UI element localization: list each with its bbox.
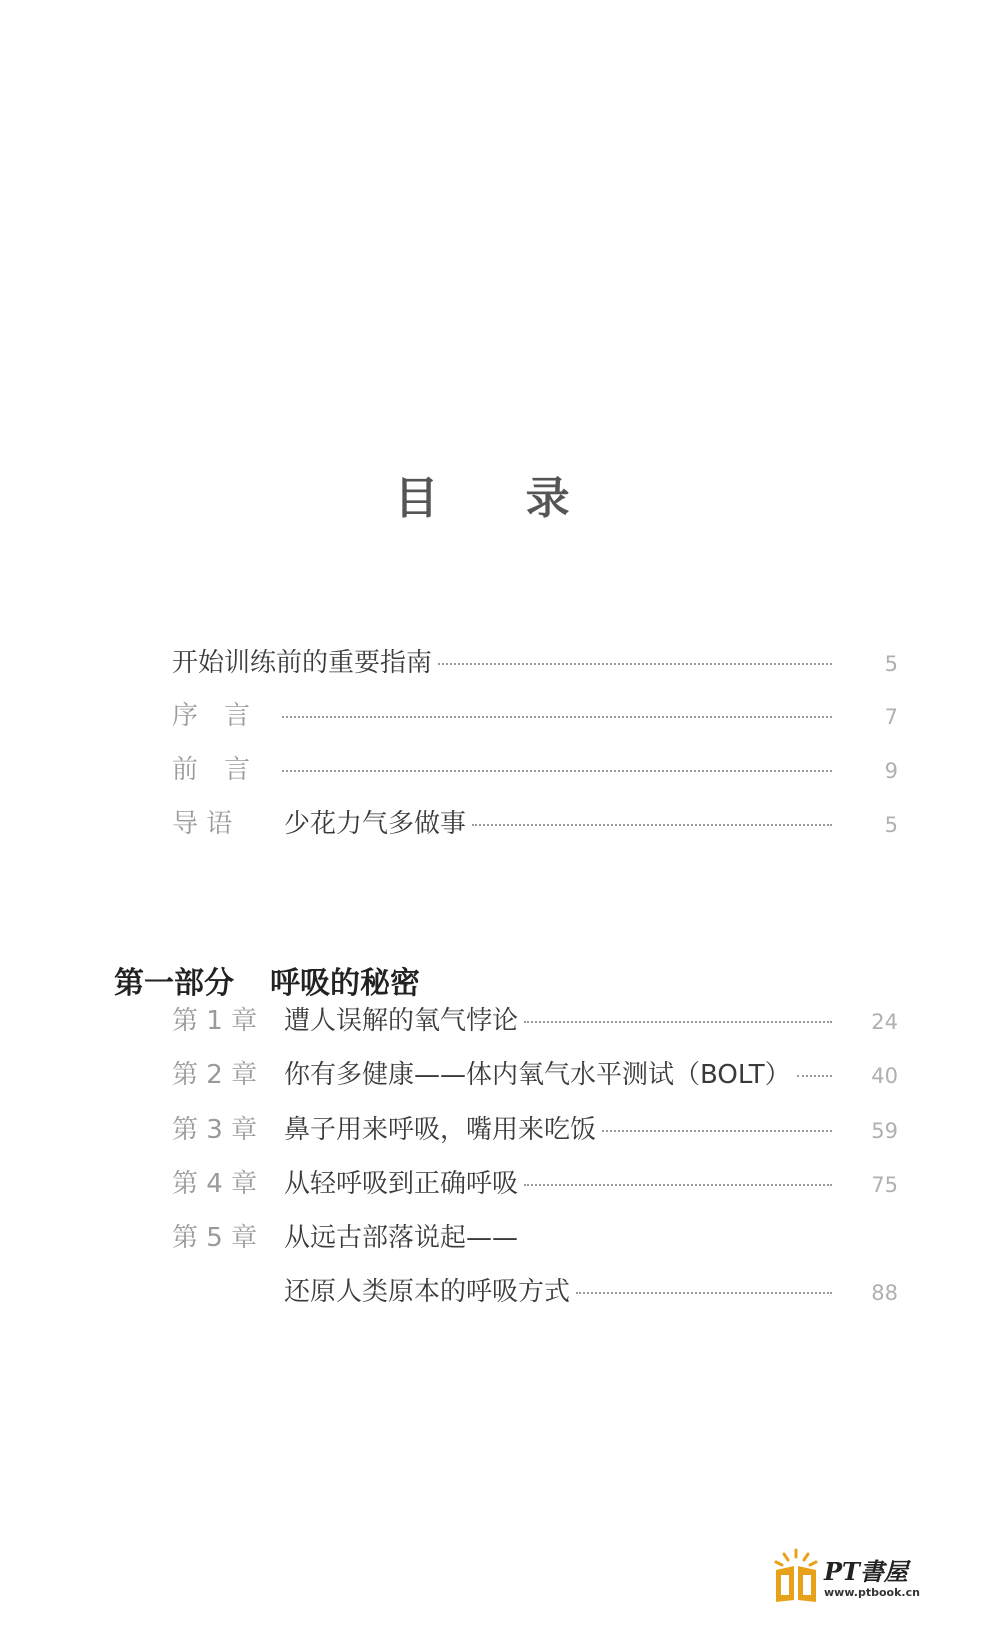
logo-url: www.ptbook.cn	[824, 1586, 920, 1599]
entry-prefix: 导 语	[172, 809, 233, 839]
logo-name: PT書屋	[824, 1557, 908, 1586]
chapter-title: 从远古部落说起——	[284, 1223, 519, 1253]
entry-label: 序言	[172, 701, 277, 731]
dot-leader	[524, 1184, 832, 1186]
chapter-title: 鼻子用来呼吸，嘴用来吃饭	[284, 1115, 597, 1145]
chapter-number: 第 4 章	[172, 1169, 258, 1199]
part-name: 呼吸的秘密	[270, 966, 420, 1001]
page-number: 40	[871, 1064, 898, 1088]
book-logo-icon	[772, 1548, 820, 1604]
toc-entry-foreword[interactable]	[172, 749, 898, 786]
toc-title: 目 录	[394, 473, 606, 524]
chapter-number: 第 2 章	[172, 1060, 258, 1090]
dot-leader	[576, 1292, 832, 1294]
page-number: 5	[884, 813, 898, 837]
entry-label: 前言	[172, 755, 277, 785]
chapter-number: 第 5 章	[172, 1223, 258, 1253]
entry-label: 少花力气多做事	[284, 809, 467, 839]
chapter-title-continued: 还原人类原本的呼吸方式	[284, 1277, 571, 1307]
ptbook-logo	[772, 1548, 942, 1608]
toc-entry-chapter-4[interactable]	[172, 1163, 898, 1200]
dot-leader	[282, 716, 832, 718]
part-number: 第一部分	[114, 966, 234, 1001]
dot-leader	[602, 1130, 832, 1132]
dot-leader	[524, 1021, 832, 1023]
toc-entry-guide[interactable]	[172, 642, 898, 679]
page-number: 59	[871, 1119, 898, 1143]
toc-entry-chapter-5-line-2[interactable]	[172, 1271, 898, 1308]
chapter-title: 遭人误解的氧气悖论	[284, 1006, 519, 1036]
page-number: 9	[884, 759, 898, 783]
chapter-number: 第 3 章	[172, 1115, 258, 1145]
page-number: 75	[871, 1173, 898, 1197]
toc-entry-chapter-5[interactable]	[172, 1217, 898, 1254]
chapter-title: 你有多健康——体内氧气水平测试（BOLT）	[284, 1060, 791, 1090]
page-number: 88	[871, 1281, 898, 1305]
part-heading	[114, 958, 420, 1002]
toc-entry-chapter-3[interactable]	[172, 1109, 898, 1146]
entry-label: 开始训练前的重要指南	[172, 648, 433, 678]
page-number: 24	[871, 1010, 898, 1034]
chapter-number: 第 1 章	[172, 1006, 258, 1036]
toc-entry-chapter-1[interactable]	[172, 1000, 898, 1037]
dot-leader	[797, 1075, 832, 1077]
dot-leader	[472, 824, 832, 826]
toc-entry-chapter-2[interactable]	[172, 1054, 898, 1091]
toc-entry-introduction[interactable]	[172, 803, 898, 840]
page-number: 5	[884, 652, 898, 676]
dot-leader	[282, 770, 832, 772]
chapter-title: 从轻呼吸到正确呼吸	[284, 1169, 519, 1199]
dot-leader	[438, 663, 832, 665]
page-number: 7	[884, 705, 898, 729]
toc-entry-preface[interactable]	[172, 695, 898, 732]
